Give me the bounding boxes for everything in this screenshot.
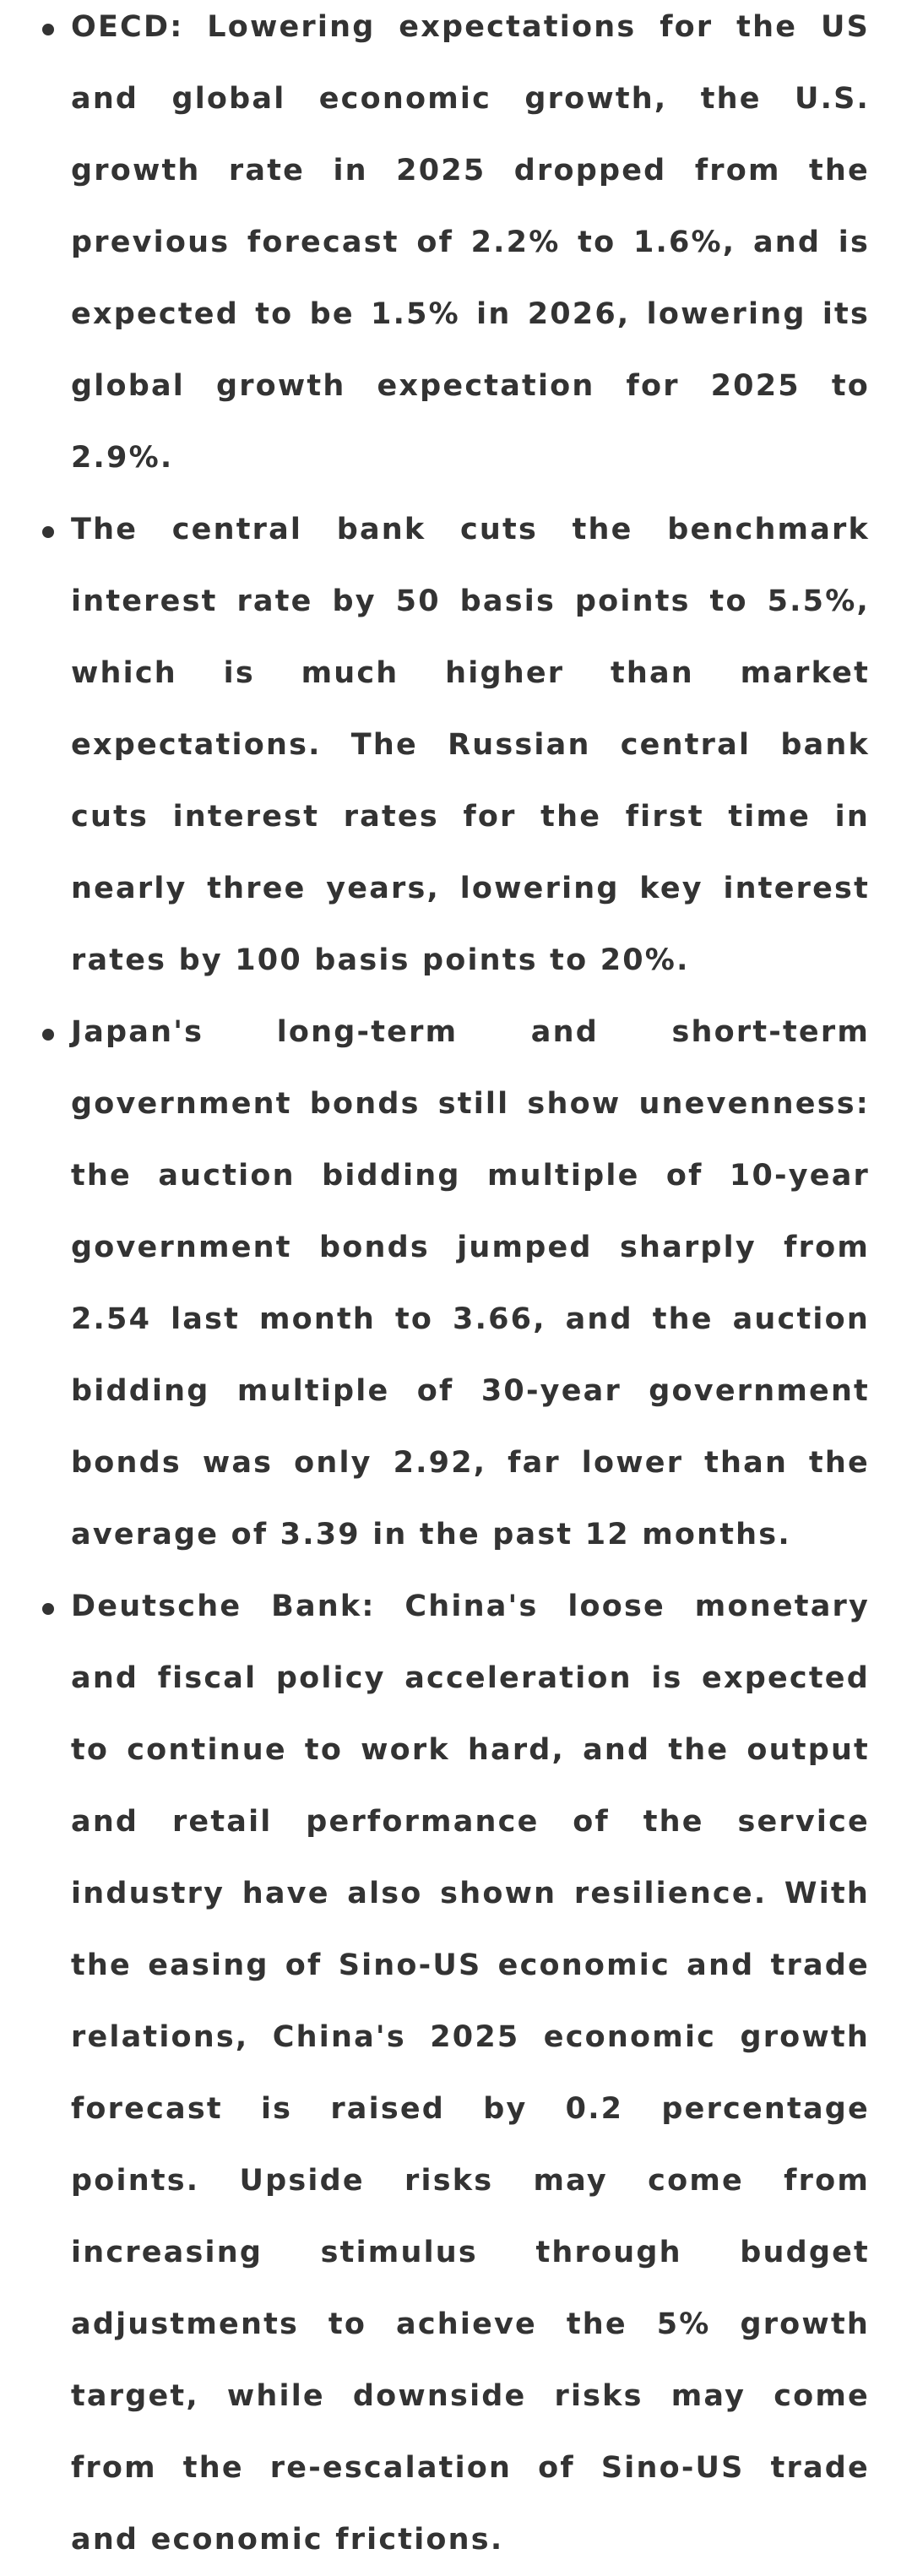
list-item-japan-bonds (0, 997, 912, 1571)
list-item-text: Japan's long-term and short-term government bonds still show unevenness: the auction bidding multiple of 10-year government bonds jumped sharply from 2.54 last month to 3.66, and the auction bidding multiple of 30-year government bonds was only 2.92, far lower than the average of 3.39 in the past 12 months. (71, 1015, 870, 1552)
bullet-icon (42, 526, 54, 538)
bullet-icon (42, 24, 54, 35)
list-item-oecd (0, 0, 912, 494)
list-item-text: Deutsche Bank: China's loose monetary and fiscal policy acceleration is expected to continue to work hard, and the output and retail performance of the service industry have also shown resilience. With the easing of Sino-US economic and trade relations, China's 2025 economic growth forecast is raised by 0.2 percentage points. Upside risks may come from increasing stimulus through budget adjustments to achieve the 5% growth target, while downside risks may come from the re-escalation of Sino-US trade and economic frictions. (71, 1590, 870, 2557)
list-item-text: The central bank cuts the benchmark interest rate by 50 basis points to 5.5%, which is much higher than market expectations. The Russian central bank cuts interest rates for the first time in nearly three years, lowering key interest rates by 100 basis points to 20%. (71, 513, 870, 977)
list-item-central-bank (0, 494, 912, 997)
bullet-icon (42, 1603, 54, 1615)
bullet-icon (42, 1029, 54, 1041)
list-item-deutsche-bank (0, 1571, 912, 2576)
list-item-text: OECD: Lowering expectations for the US and global economic growth, the U.S. growth rate in 2025 dropped from the previous forecast of 2.2% to 1.6%, and is expected to be 1.5% in 2026, lowering its global growth expectation for 2025 to 2.9%. (71, 10, 870, 475)
